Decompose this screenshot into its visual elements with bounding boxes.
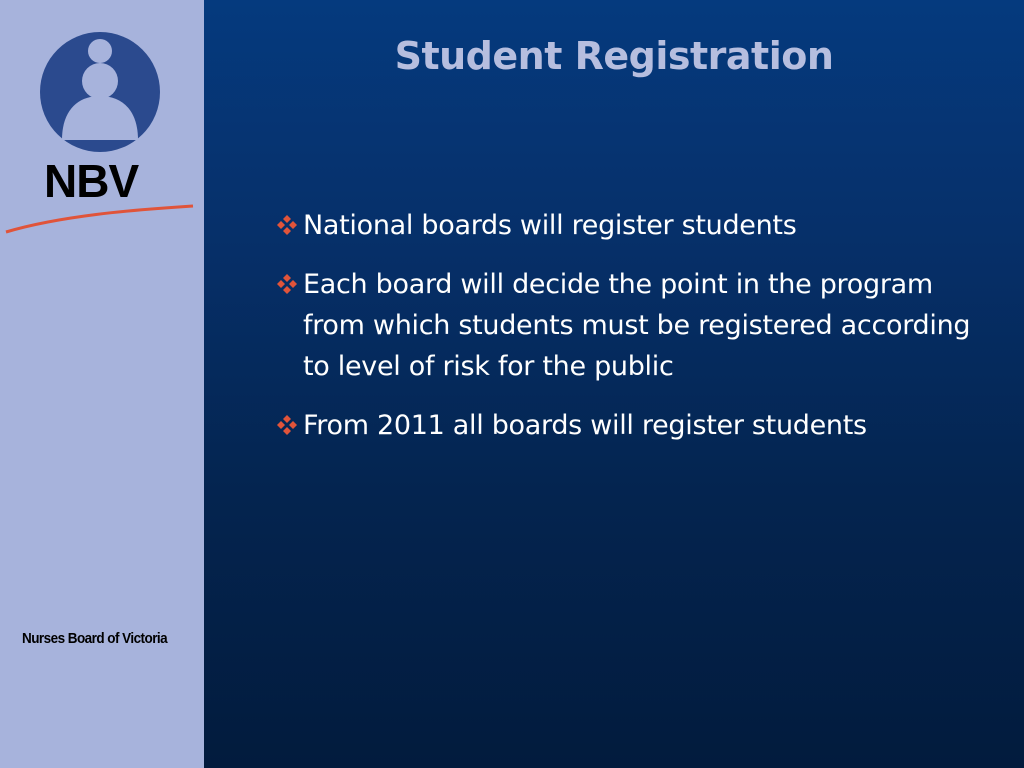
nbv-logo-icon	[0, 0, 204, 250]
bullet-item	[274, 264, 984, 387]
bullet-list	[274, 205, 984, 464]
diamond-bullet-icon	[274, 214, 300, 236]
bullet-text: From 2011 all boards will register students	[303, 410, 867, 441]
logo-text: NBV	[44, 155, 139, 207]
sidebar	[0, 0, 204, 768]
org-name: Nurses Board of Victoria	[22, 630, 168, 647]
bullet-text: Each board will decide the point in the program from which students must be registered according to level of risk for the public	[303, 269, 971, 382]
slide-title: Student Registration	[394, 34, 834, 78]
bullet-text: National boards will register students	[303, 210, 797, 241]
diamond-bullet-icon	[274, 273, 300, 295]
diamond-bullet-icon	[274, 414, 300, 436]
bullet-item	[274, 405, 984, 446]
bullet-item	[274, 205, 984, 246]
main-content	[204, 0, 1024, 768]
